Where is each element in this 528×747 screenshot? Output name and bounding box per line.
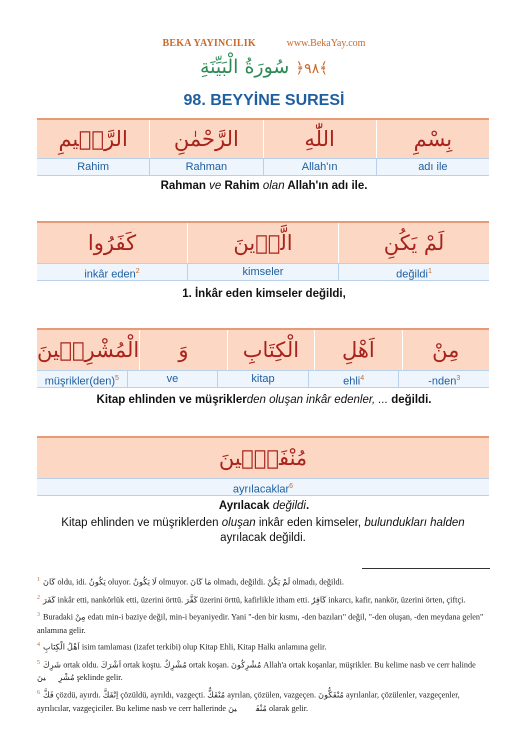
word-translation [217,371,308,387]
word-translation [127,371,218,387]
word-translation [263,159,376,175]
meaning-segment: Rahim [221,180,263,192]
footnote-text: Buradaki مِنْ edatı min-i baziye değil, min-i beyaniyedir. Yani "-den bir kısmı, -den bazıları" değil, "-den oluşan, -den meydana gelen" anlamına gelir. [37,612,484,635]
word-translation [338,264,489,280]
footnote-number: 5 [37,659,40,666]
meaning-segment: Ayrılacak [218,500,273,512]
footnotes [37,574,489,718]
arabic-word: لَمْ يَكُنِ [338,223,489,263]
meaning-segment: ayrılacak değildi. [220,532,306,544]
translation-text: adı ile [418,161,448,173]
footnote-item [37,687,489,715]
footnote-ref[interactable]: 5 [115,375,119,382]
footnote-divider [362,568,490,569]
translation-text: değildi [396,268,428,281]
footnote-item [37,592,489,608]
translation-text: -nden [428,375,457,388]
word-translation [37,159,149,175]
translation-row [37,370,489,388]
ornament-left: ﴾ [319,59,329,77]
word-translation [149,159,262,175]
arabic-word-row [37,221,489,263]
meaning-segment: Rahman [160,180,210,192]
final-meaning [37,516,489,546]
footnote-text: اَهْلُ الْكِتَابِ isim tamlaması (izafet terkibi) olup Kitap Ehli, Kitap Halkı anlamına gelir. [43,643,327,653]
footnote-text: كَانَ oldu, idi. يَكُونُ oluyor. لَا يَكُونُ olmuyor. مَا كَانَ olmadı, değildi. لَمْ يَكُنْ olmadı, değildi. [43,577,344,587]
footnote-ref[interactable]: 4 [360,375,365,382]
surah-name-arabic: سُورَةُ الْبَيِّنَةِ [199,56,290,78]
meaning-segment: değildi. [388,394,432,406]
arabic-word: كَفَرُوا [87,231,137,255]
meaning-segment: . [305,500,310,512]
page-header [0,38,528,49]
arabic-word: الْكِتَابِ [227,330,314,370]
word-translation [37,479,489,495]
footnote-number: 6 [37,690,40,697]
arabic-word: مِنْ [402,330,489,370]
word-translation [398,371,489,387]
surah-number-arabic: ٩٨ [304,61,320,77]
verse-block [37,328,489,388]
footnote-item [37,657,489,685]
arabic-surah-title [0,56,528,78]
translation-text: kimseler [242,266,284,278]
footnote-item [37,574,489,590]
translation-text: inkâr eden [84,268,136,281]
arabic-word: اَهْلِ [314,330,401,370]
footnote-number: 2 [37,594,40,601]
translation-row [37,263,489,281]
arabic-word: الرَّح۪يمِ [58,127,128,151]
word-translation [37,371,127,387]
arabic-word: الَّذ۪ينَ [187,223,338,263]
footnote-text: فَكَّ çözdü, ayırdı. اِنْفَكَّ çözüldü, ayrıldı, vazgeçti. مُنْفَكٌّ ayrılan, çözülen, vazgeçen. مُنْفَكُّونَ ayrılanlar, çözülenler, vazgeçenler, ayrılıcılar, vazgeçiciler. Bu kelime nasb ve cerr hallerinde مُنْفَكّ۪ينَ olarak gelir. [37,690,460,713]
publisher-name: BEKA YAYINCILIK [162,38,256,49]
page-title: 98. BEYYİNE SURESİ [183,92,345,109]
arabic-word-row [37,118,489,158]
word-translation [187,264,338,280]
meaning-segment: den oluşan inkâr edenler, ... [246,394,389,406]
meaning-segment: Kitap ehlinden ve müşriklerden [61,517,222,529]
meaning-segment: Kitap ehlinden ve müşrikler [96,394,247,406]
translation-text: ehli [343,375,361,388]
footnote-item [37,639,489,655]
arabic-word: بِسْمِ [376,120,489,158]
translation-text: Rahman [185,161,228,173]
arabic-word-row [37,436,489,478]
meaning-segment: inkâr eden kimseler, [255,517,365,529]
verse-meaning [0,180,528,192]
meaning-segment: oluşan [221,517,256,529]
footnote-item [37,609,489,637]
verse-meaning [0,500,528,512]
translation-row [37,478,489,496]
footnote-number: 4 [37,642,40,649]
footnote-number: 3 [37,612,40,619]
meaning-segment: bulundukları halden [364,517,465,529]
footnote-ref[interactable]: 1 [427,268,432,275]
translation-text: Allah'ın [301,161,338,173]
footnote-text: شَرِكَ ortak oldu. اَشْرَكَ ortak koştu. مُشْرِكٌ ortak koşan. مُشْرِكُونَ Allah'a ortak koşanlar, müşrikler. Bu kelime nasb ve cerr halinde مُشْرِك۪ينَ şeklinde gelir. [37,660,476,683]
meaning-segment: değildi [272,500,306,512]
translation-text: ayrılacaklar [232,483,290,496]
word-translation [308,371,399,387]
meaning-segment: 1. İnkâr eden kimseler değildi, [182,288,346,300]
arabic-word: الرَّحْمٰنِ [149,120,262,158]
verse-block [37,118,489,176]
footnote-text: كَفَرَ inkâr etti, nankörlük etti, üzerini örttü. كَفَّرَ üzerini örttü, kafirlikle itham etti. كَافِرٌ inkarcı, kafir, nankör, üzerini örten, çiftçi. [43,595,466,605]
footnote-ref[interactable]: 6 [289,483,294,490]
word-translation [37,264,187,280]
ornament-right: ﴿ [295,59,305,77]
verse-meaning [0,394,528,406]
meaning-segment: ve [209,180,222,192]
translation-row [37,158,489,176]
arabic-word: الْمُشْرِك۪ينَ [37,338,140,362]
translation-text: Rahim [77,161,110,173]
meaning-segment: olan [262,180,285,192]
meaning-segment: Allah'ın adı ile. [284,180,368,192]
verse-meaning [0,288,528,300]
translation-text: ve [166,373,179,385]
arabic-word: وَ [139,330,226,370]
footnote-number: 1 [37,577,40,583]
publisher-website: www.BekaYay.com [286,38,366,49]
footnote-ref[interactable]: 2 [135,268,140,275]
verse-block [37,221,489,281]
arabic-word-row [37,328,489,370]
footnote-ref[interactable]: 3 [456,375,461,382]
word-translation [376,159,489,175]
translation-text: müşrikler(den) [44,375,116,388]
arabic-word: مُنْفَكّ۪ينَ [218,446,308,470]
verse-block [37,436,489,496]
translation-text: kitap [251,373,275,385]
arabic-word: اللّٰهِ [263,120,376,158]
